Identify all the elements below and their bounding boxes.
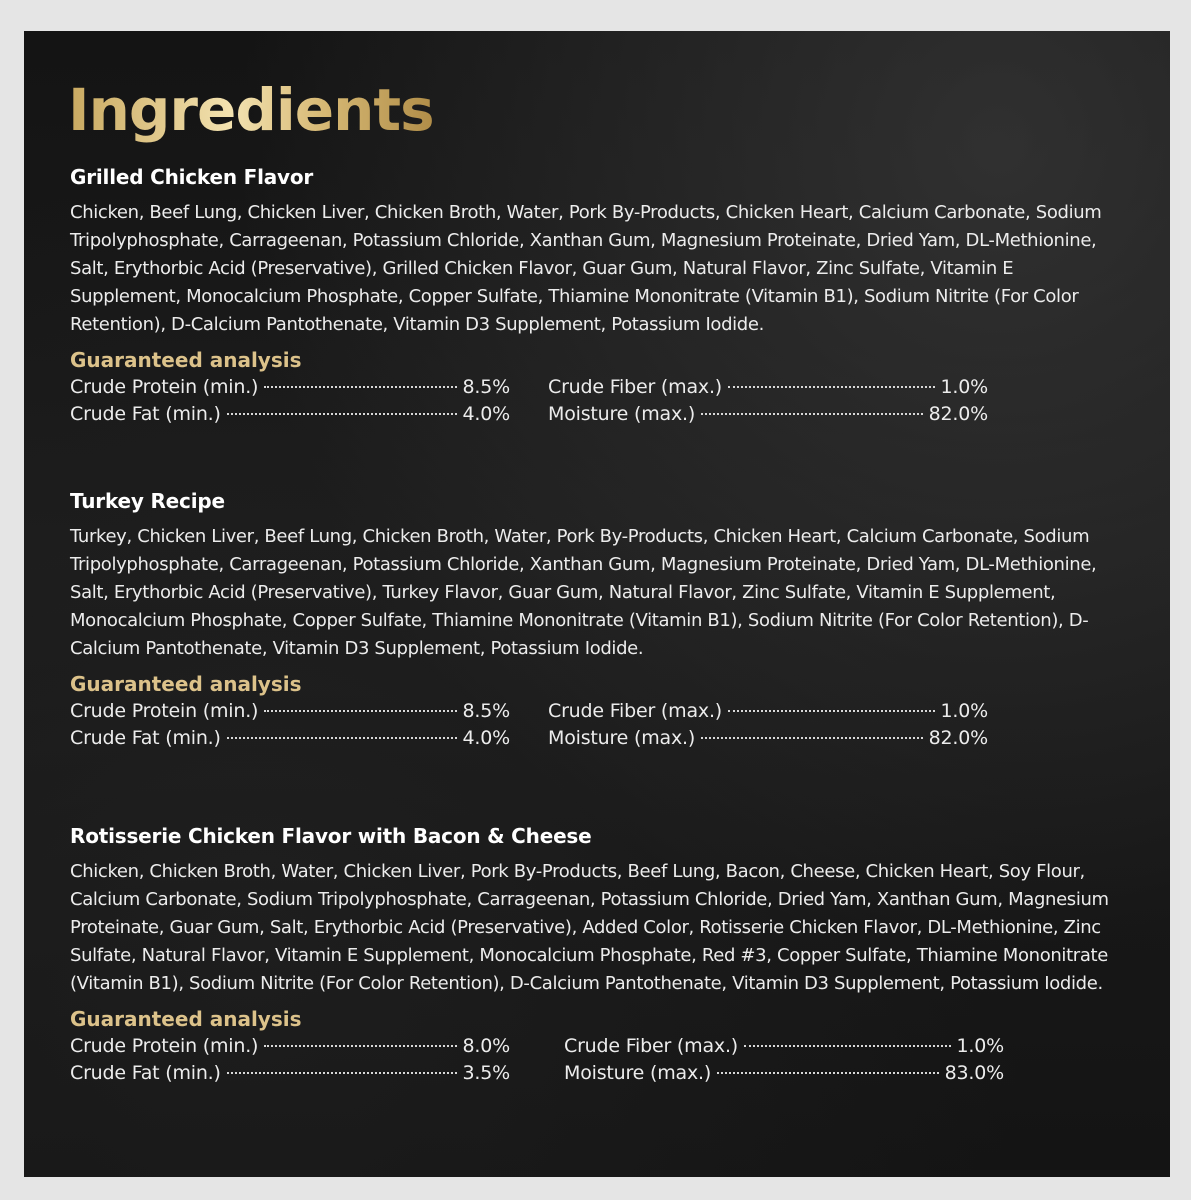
ingredient-list: Chicken, Beef Lung, Chicken Liver, Chicken Broth, Water, Pork By-Products, Chicken Heart, Calcium Carbonate, Sodium Tripolyphosphate, Carrageenan, Potassium Chloride, Xanthan Gum, Magnesium Proteinate, Dried Yam, DL-Methionine, Salt, Erythorbic Acid (Preservative), Grilled Chicken Flavor, Guar Gum, Natural Flavor, Zinc Sulfate, Vitamin E Supplement, Monocalcium Phosphate, Copper Sulfate, Thiamine Mononitrate (Vitamin B1), Sodium Nitrite (For Color Retention), D-Calcium Pantothenate, Vitamin D3 Supplement, Potassium Iodide. bbox=[70, 202, 1102, 335]
analysis-row bbox=[548, 698, 988, 725]
section-title: Turkey Recipe bbox=[70, 489, 225, 513]
ingredient-list: Chicken, Chicken Broth, Water, Chicken Liver, Pork By-Products, Beef Lung, Bacon, Cheese, Chicken Heart, Soy Flour, Calcium Carbonate, Sodium Tripolyphosphate, Carrageenan, Potassium Chloride, Dried Yam, Xanthan Gum, Magnesium Proteinate, Guar Gum, Salt, Erythorbic Acid (Preservative), Added Color, Rotisserie Chicken Flavor, DL-Methionine, Zinc Sulfate, Natural Flavor, Vitamin E Supplement, Monocalcium Phosphate, Red #3, Copper Sulfate, Thiamine Mononitrate (Vitamin B1), Sodium Nitrite (For Color Retention), D-Calcium Pantothenate, Vitamin D3 Supplement, Potassium Iodide. bbox=[70, 861, 1109, 994]
analysis-row bbox=[548, 401, 988, 428]
dot-leader bbox=[717, 1072, 939, 1074]
analysis-title: Guaranteed analysis bbox=[70, 348, 302, 372]
analysis-table bbox=[70, 374, 1120, 428]
dot-leader bbox=[701, 737, 923, 739]
analysis-row bbox=[564, 1033, 1004, 1060]
section-rotisserie-chicken bbox=[70, 822, 1120, 1087]
ingredients-panel bbox=[24, 31, 1170, 1177]
analysis-label: Crude Protein (min.) bbox=[70, 700, 259, 722]
page-title: Ingredients bbox=[68, 76, 434, 144]
analysis-value: 82.0% bbox=[928, 403, 988, 425]
section-title: Rotisserie Chicken Flavor with Bacon & Cheese bbox=[70, 824, 592, 848]
analysis-row bbox=[70, 725, 510, 752]
dot-leader bbox=[264, 386, 456, 388]
analysis-label: Moisture (max.) bbox=[564, 1062, 712, 1084]
dot-leader bbox=[744, 1045, 951, 1047]
analysis-label: Crude Fiber (max.) bbox=[564, 1035, 738, 1057]
analysis-row bbox=[548, 374, 988, 401]
dot-leader bbox=[264, 1045, 456, 1047]
analysis-row bbox=[548, 725, 988, 752]
analysis-value: 8.5% bbox=[462, 376, 510, 398]
analysis-row bbox=[70, 698, 510, 725]
analysis-value: 4.0% bbox=[462, 403, 510, 425]
dot-leader bbox=[728, 710, 935, 712]
dot-leader bbox=[728, 386, 935, 388]
analysis-row bbox=[70, 1033, 510, 1060]
analysis-value: 82.0% bbox=[928, 727, 988, 749]
dot-leader bbox=[264, 710, 456, 712]
analysis-value: 8.0% bbox=[462, 1035, 510, 1057]
section-title: Grilled Chicken Flavor bbox=[70, 165, 314, 189]
analysis-row bbox=[564, 1060, 1004, 1087]
analysis-label: Crude Fat (min.) bbox=[70, 403, 221, 425]
analysis-label: Crude Fat (min.) bbox=[70, 1062, 221, 1084]
dot-leader bbox=[227, 413, 457, 415]
analysis-label: Crude Fiber (max.) bbox=[548, 700, 722, 722]
analysis-row bbox=[70, 401, 510, 428]
analysis-table bbox=[70, 1033, 1120, 1087]
analysis-title: Guaranteed analysis bbox=[70, 672, 302, 696]
analysis-label: Crude Protein (min.) bbox=[70, 376, 259, 398]
analysis-row bbox=[70, 374, 510, 401]
ingredient-list: Turkey, Chicken Liver, Beef Lung, Chicken Broth, Water, Pork By-Products, Chicken Heart, Calcium Carbonate, Sodium Tripolyphosphate, Carrageenan, Potassium Chloride, Xanthan Gum, Magnesium Proteinate, Dried Yam, DL-Methionine, Salt, Erythorbic Acid (Preservative), Turkey Flavor, Guar Gum, Natural Flavor, Zinc Sulfate, Vitamin E Supplement, Monocalcium Phosphate, Copper Sulfate, Thiamine Mononitrate (Vitamin B1), Sodium Nitrite (For Color Retention), D-Calcium Pantothenate, Vitamin D3 Supplement, Potassium Iodide. bbox=[70, 526, 1097, 659]
analysis-label: Crude Fiber (max.) bbox=[548, 376, 722, 398]
analysis-value: 1.0% bbox=[956, 1035, 1004, 1057]
section-grilled-chicken bbox=[70, 163, 1120, 428]
analysis-value: 8.5% bbox=[462, 700, 510, 722]
analysis-value: 3.5% bbox=[462, 1062, 510, 1084]
analysis-value: 83.0% bbox=[944, 1062, 1004, 1084]
analysis-row bbox=[70, 1060, 510, 1087]
dot-leader bbox=[227, 1072, 457, 1074]
analysis-table bbox=[70, 698, 1120, 752]
analysis-label: Moisture (max.) bbox=[548, 403, 696, 425]
analysis-title: Guaranteed analysis bbox=[70, 1007, 302, 1031]
analysis-label: Crude Fat (min.) bbox=[70, 727, 221, 749]
analysis-value: 1.0% bbox=[940, 700, 988, 722]
dot-leader bbox=[701, 413, 923, 415]
analysis-label: Crude Protein (min.) bbox=[70, 1035, 259, 1057]
dot-leader bbox=[227, 737, 457, 739]
section-turkey bbox=[70, 487, 1120, 752]
analysis-value: 4.0% bbox=[462, 727, 510, 749]
analysis-label: Moisture (max.) bbox=[548, 727, 696, 749]
analysis-value: 1.0% bbox=[940, 376, 988, 398]
